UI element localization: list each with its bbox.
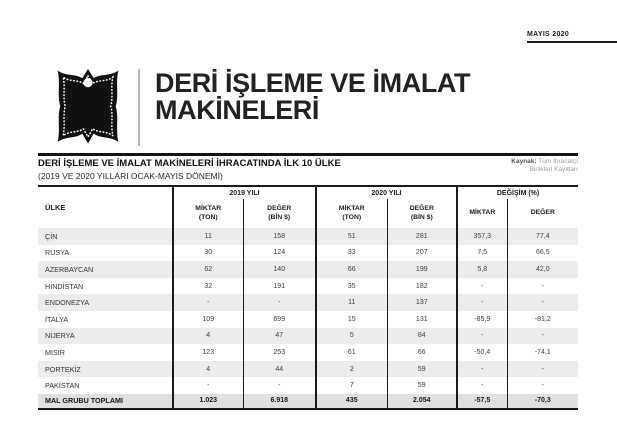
value-cell: -50,4: [457, 344, 507, 361]
source-line1: Kaynak: Tüm İhracatçı: [511, 158, 578, 165]
col-group-2019: 2019 YILI: [173, 186, 316, 199]
country-cell: RUSYA: [45, 248, 70, 258]
value-cell: 4: [173, 361, 243, 378]
value-cell: 62: [173, 261, 243, 278]
value-cell: 59: [387, 361, 457, 378]
section-titles: [38, 158, 341, 181]
value-cell: 5,8: [457, 261, 507, 278]
col-header-2019-value: DEĞER (BİN $): [243, 199, 316, 228]
value-cell: 199: [387, 261, 457, 278]
value-cell: -: [507, 278, 578, 295]
total-value-cell: 435: [316, 394, 387, 409]
value-cell: -: [457, 294, 507, 311]
total-value-cell: -57,5: [457, 394, 507, 409]
value-cell: -81,2: [507, 311, 578, 328]
total-value-cell: 6.918: [243, 394, 316, 409]
section-rule: [38, 153, 578, 156]
table-row: [38, 311, 578, 328]
col-group-change: DEĞİŞİM (%): [457, 186, 578, 199]
table-row: [38, 377, 578, 394]
value-cell: 109: [173, 311, 243, 328]
total-label-cell: MAL GRUBU TOPLAMI: [45, 396, 123, 406]
value-cell: 44: [243, 361, 316, 378]
header-divider: [138, 69, 140, 146]
total-value-cell: 1.023: [173, 394, 243, 409]
value-cell: 5: [316, 328, 387, 345]
value-cell: 2: [316, 361, 387, 378]
value-cell: 30: [173, 245, 243, 262]
country-cell: MISIR: [45, 347, 65, 357]
table-row: [38, 261, 578, 278]
value-cell: 42,0: [507, 261, 578, 278]
country-cell: AZERBAYCAN: [45, 264, 94, 274]
value-cell: 699: [243, 311, 316, 328]
value-cell: 32: [173, 278, 243, 295]
value-cell: 66,5: [507, 245, 578, 262]
value-cell: 4: [173, 328, 243, 345]
source-line2: Birlikleri Kayıtları: [529, 166, 578, 173]
total-value-cell: 2.054: [387, 394, 457, 409]
value-cell: 123: [173, 344, 243, 361]
value-cell: 84: [387, 328, 457, 345]
table-title: DERİ İŞLEME VE İMALAT MAKİNELERİ İHRACATINDA İLK 10 ÜLKE: [38, 158, 341, 169]
country-cell: PORTEKİZ: [45, 364, 81, 374]
value-cell: 35: [316, 278, 387, 295]
value-cell: -: [457, 278, 507, 295]
table-row: [38, 294, 578, 311]
value-cell: -: [507, 294, 578, 311]
value-cell: -: [243, 377, 316, 394]
value-cell: 140: [243, 261, 316, 278]
value-cell: 281: [387, 228, 457, 245]
table-row: [38, 245, 578, 262]
country-cell: NİJERYA: [45, 331, 75, 341]
value-cell: 131: [387, 311, 457, 328]
table-body: [38, 228, 578, 409]
value-cell: 207: [387, 245, 457, 262]
col-header-2020-value: DEĞER (BİN $): [387, 199, 457, 228]
value-cell: 77,4: [507, 228, 578, 245]
country-cell: ENDONEZYA: [45, 298, 90, 308]
value-cell: -: [243, 294, 316, 311]
value-cell: 182: [387, 278, 457, 295]
value-cell: -: [173, 294, 243, 311]
country-cell: ÇİN: [45, 231, 58, 241]
value-cell: 51: [316, 228, 387, 245]
table-subtitle: (2019 VE 2020 YILLARI OCAK-MAYIS DÖNEMİ): [38, 171, 223, 181]
col-header-change-value: DEĞER: [507, 199, 578, 228]
value-cell: 191: [243, 278, 316, 295]
value-cell: 66: [387, 344, 457, 361]
value-cell: 7: [316, 377, 387, 394]
leather-hide-icon: [50, 66, 126, 148]
source-note: [511, 158, 578, 174]
publication-title: [155, 70, 470, 124]
table-head: [38, 186, 578, 228]
country-cell: PAKİSTAN: [45, 381, 80, 391]
export-table-wrap: [38, 185, 578, 410]
value-cell: 7,5: [457, 245, 507, 262]
value-cell: 137: [387, 294, 457, 311]
value-cell: 11: [316, 294, 387, 311]
value-cell: -74,1: [507, 344, 578, 361]
col-group-2020: 2020 YILI: [316, 186, 457, 199]
issue-date-label: MAYIS 2020: [527, 31, 570, 38]
value-cell: 357,3: [457, 228, 507, 245]
col-header-country: ÜLKE: [38, 186, 173, 228]
publication-title-line2: MAKİNELERİ: [155, 95, 319, 125]
value-cell: 158: [243, 228, 316, 245]
export-table: [38, 185, 578, 410]
value-cell: 33: [316, 245, 387, 262]
col-header-2019-amount: MİKTAR (TON): [173, 199, 243, 228]
table-row: [38, 361, 578, 378]
table-row: [38, 228, 578, 245]
table-row: [38, 328, 578, 345]
section-header: [38, 158, 578, 181]
masthead-rule: [527, 41, 617, 43]
value-cell: 11: [173, 228, 243, 245]
value-cell: 66: [316, 261, 387, 278]
value-cell: 59: [387, 377, 457, 394]
value-cell: -85,9: [457, 311, 507, 328]
table-row: [38, 278, 578, 295]
value-cell: 253: [243, 344, 316, 361]
value-cell: -: [457, 361, 507, 378]
value-cell: 124: [243, 245, 316, 262]
publication-title-line1: DERİ İŞLEME VE İMALAT: [155, 68, 471, 98]
value-cell: -: [457, 328, 507, 345]
value-cell: -: [507, 377, 578, 394]
total-value-cell: -70,3: [507, 394, 578, 409]
col-header-change-amount: MİKTAR: [457, 199, 507, 228]
table-row: [38, 344, 578, 361]
value-cell: -: [457, 377, 507, 394]
total-row: [38, 394, 578, 409]
country-cell: HİNDİSTAN: [45, 281, 84, 291]
value-cell: -: [507, 328, 578, 345]
country-cell: İTALYA: [45, 314, 69, 324]
value-cell: -: [507, 361, 578, 378]
value-cell: 15: [316, 311, 387, 328]
col-header-2020-amount: MİKTAR (TON): [316, 199, 387, 228]
value-cell: 61: [316, 344, 387, 361]
value-cell: 47: [243, 328, 316, 345]
value-cell: -: [173, 377, 243, 394]
